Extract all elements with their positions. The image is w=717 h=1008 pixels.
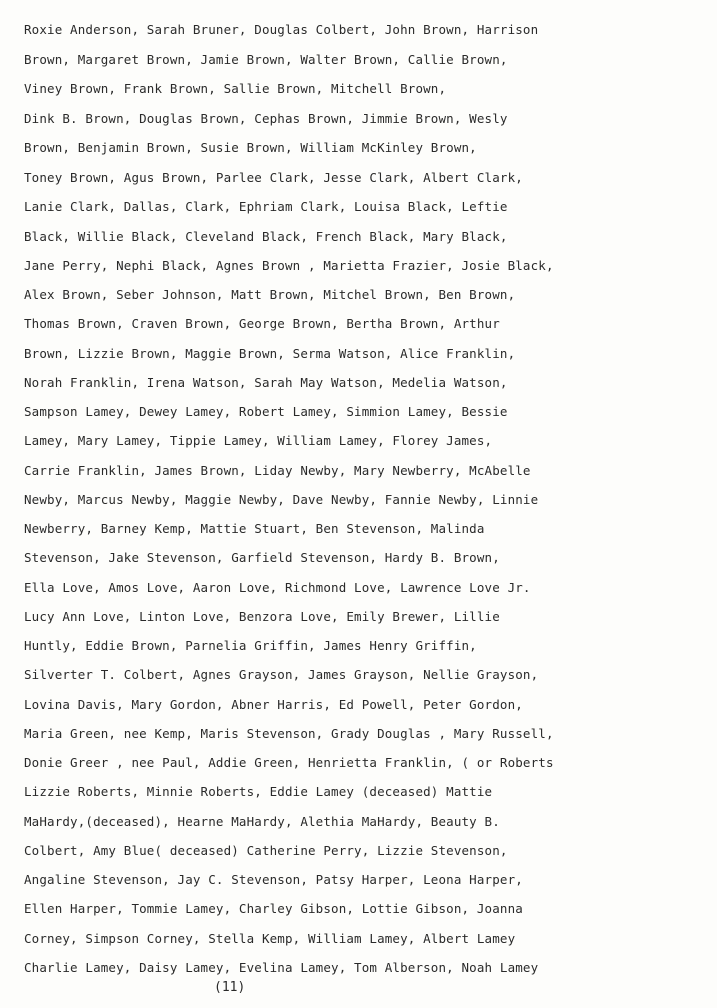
text-line: Lizzie Roberts, Minnie Roberts, Eddie Lamey (deceased) Mattie: [24, 784, 493, 799]
text-line: Colbert, Amy Blue( deceased) Catherine Perry, Lizzie Stevenson,: [24, 843, 508, 858]
text-line: Toney Brown, Agus Brown, Parlee Clark, Jesse Clark, Albert Clark,: [24, 170, 523, 185]
text-line: MaHardy,(deceased), Hearne MaHardy, Alethia MaHardy, Beauty B.: [24, 814, 500, 829]
text-line: Brown, Margaret Brown, Jamie Brown, Walter Brown, Callie Brown,: [24, 52, 508, 67]
text-line: Alex Brown, Seber Johnson, Matt Brown, Mitchel Brown, Ben Brown,: [24, 287, 516, 302]
text-line: Newberry, Barney Kemp, Mattie Stuart, Ben Stevenson, Malinda: [24, 521, 485, 536]
text-line: Lucy Ann Love, Linton Love, Benzora Love, Emily Brewer, Lillie: [24, 609, 500, 624]
text-line: Stevenson, Jake Stevenson, Garfield Stevenson, Hardy B. Brown,: [24, 550, 500, 565]
text-line: Sampson Lamey, Dewey Lamey, Robert Lamey, Simmion Lamey, Bessie: [24, 404, 508, 419]
text-line: Silverter T. Colbert, Agnes Grayson, James Grayson, Nellie Grayson,: [24, 667, 539, 682]
text-line: Lanie Clark, Dallas, Clark, Ephriam Clark, Louisa Black, Leftie: [24, 199, 508, 214]
text-line: Donie Greer , nee Paul, Addie Green, Henrietta Franklin, ( or Roberts: [24, 755, 554, 770]
text-line: Maria Green, nee Kemp, Maris Stevenson, Grady Douglas , Mary Russell,: [24, 726, 554, 741]
text-line: Thomas Brown, Craven Brown, George Brown, Bertha Brown, Arthur: [24, 316, 500, 331]
text-line: Jane Perry, Nephi Black, Agnes Brown , Marietta Frazier, Josie Black,: [24, 258, 554, 273]
text-line: Brown, Lizzie Brown, Maggie Brown, Serma Watson, Alice Franklin,: [24, 346, 516, 361]
text-line: Dink B. Brown, Douglas Brown, Cephas Brown, Jimmie Brown, Wesly: [24, 111, 508, 126]
page-number: (11): [214, 980, 246, 995]
text-line: Viney Brown, Frank Brown, Sallie Brown, Mitchell Brown,: [24, 81, 447, 96]
text-line: Lovina Davis, Mary Gordon, Abner Harris, Ed Powell, Peter Gordon,: [24, 697, 523, 712]
text-line: Black, Willie Black, Cleveland Black, French Black, Mary Black,: [24, 229, 508, 244]
text-line: Norah Franklin, Irena Watson, Sarah May Watson, Medelia Watson,: [24, 375, 508, 390]
text-line: Roxie Anderson, Sarah Bruner, Douglas Colbert, John Brown, Harrison: [24, 22, 539, 37]
text-line: Newby, Marcus Newby, Maggie Newby, Dave Newby, Fannie Newby, Linnie: [24, 492, 539, 507]
text-line: Ellen Harper, Tommie Lamey, Charley Gibson, Lottie Gibson, Joanna: [24, 901, 523, 916]
text-line: Carrie Franklin, James Brown, Liday Newby, Mary Newberry, McAbelle: [24, 463, 531, 478]
text-line: Charlie Lamey, Daisy Lamey, Evelina Lamey, Tom Alberson, Noah Lamey: [24, 960, 539, 975]
text-line: Angaline Stevenson, Jay C. Stevenson, Patsy Harper, Leona Harper,: [24, 872, 523, 887]
text-line: Brown, Benjamin Brown, Susie Brown, William McKinley Brown,: [24, 140, 477, 155]
text-line: Ella Love, Amos Love, Aaron Love, Richmond Love, Lawrence Love Jr.: [24, 580, 531, 595]
text-line: Corney, Simpson Corney, Stella Kemp, William Lamey, Albert Lamey: [24, 931, 516, 946]
text-line: Huntly, Eddie Brown, Parnelia Griffin, James Henry Griffin,: [24, 638, 477, 653]
text-line: Lamey, Mary Lamey, Tippie Lamey, William Lamey, Florey James,: [24, 433, 493, 448]
